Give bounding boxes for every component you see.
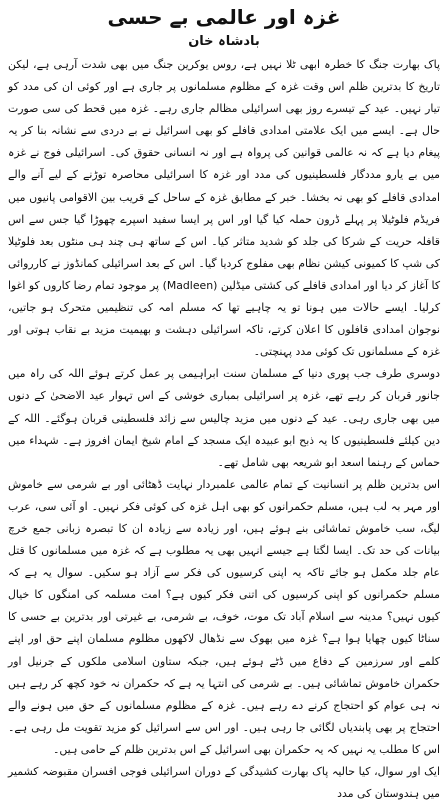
paragraph-4: ایک اور سوال، کیا حالیہ پاک بھارت کشیدگی کے دوران اسرائیلی فوجی افسران مقبوضہ کشمیر میں ہندوستان کی مدد: [8, 765, 440, 801]
article-body: [8, 54, 440, 805]
paragraph-1: پاک بھارت جنگ کا خطرہ ابھی ٹلا نہیں ہے، روس یوکرین جنگ میں بھی شدت آرہی ہے، لیکن تاریخ کا بدترین ظلم اس وقت غزہ کے مظلوم مسلمانوں پر جاری ہے اور کوئی ان کی مدد کو تیار نہیں۔ عید کے تیسرے روز بھی اسرائیلی مظالم جاری رہے۔ غزہ میں قحط کی سی صورت حال ہے۔ ایسے میں ایک علامتی امدادی قافلے کو بھی اسرائیل نے بے دردی سے نشانہ بنا کر یہ پیغام دیا ہے کہ نہ عالمی قوانین کی پرواہ ہے اور نہ انسانی حقوق کی۔ اسرائیلی فوج نے غزہ میں بے یارو مددگار فلسطینیوں کی مدد اور غزہ کا اسرائیلی محاصرہ توڑنے کے لیے آنے والے امدادی قافلے کو بھی نہ بخشا۔ خبر کے مطابق غزہ کے ساحل کے قریب بین الاقوامی پانیوں میں فریڈم فلوٹیلا پر پہلے ڈرون حملہ کیا گیا اور اس پر ایسا سفید اسپرے چھوڑا گیا جس سے اس قافلہ حریت کے شرکا کی جلد کو شدید متاثر کیا۔ اس کے ساتھ ہی چند ہی منٹوں بعد فلوٹیلا کی شپ کا کمیونی کیشن نظام بھی مفلوج کردیا گیا۔ اس کے بعد اسرائیلی کمانڈوز نے کارروائی کا آغاز کر دیا اور امدادی قافلے کی کشتی میڈلین (Madleen) پر موجود تمام رضا کاروں کو اغوا کرلیا۔ ایسے حالات میں ہونا تو یہ چاہیے تھا کہ مسلم امہ کی تنظیمیں متحرک ہو جاتیں، نوجوان امدادی قافلوں کا اعلان کرتے، تاکہ اسرائیلی دہشت و بھیمیت مزید بے نقاب ہوتی اور غزہ کے مسلمانوں تک کوئی مدد پہنچتی۔: [8, 58, 440, 359]
article-title: غزہ اور عالمی بے حسی: [107, 5, 341, 29]
paragraph-3: اس بدترین ظلم پر انسانیت کے تمام عالمی علمبردار نہایت ڈھٹائی اور بے شرمی سے خاموش اور مہر بہ لب ہیں، مسلم حکمرانوں کو بھی اہل غزہ کی کوئی فکر نہیں۔ او آئی سی، عرب لیگ، سب خاموش تماشائی بنے ہوئے ہیں، اور زیادہ سے زیادہ ان کا تبصرہ زبانی جمع خرچ بیانات کی حد تک۔ ایسا لگتا ہے جیسے انہیں بھی یہ مطلوب ہے کہ غزہ میں مسلمانوں کا قتل عام جلد مکمل ہو جائے تاکہ یہ اپنی کرسیوں کی فکر سے آزاد ہو سکیں۔ سوال یہ ہے کہ مسلم حکمرانوں کو اپنی کرسیوں کی اتنی فکر کیوں ہے؟ امت مسلمہ کی امنگوں کا خیال کیوں نہیں؟ مدینہ سے اسلام آباد تک موت، خوف، بے شرمی، بے غیرتی اور بدترین بے حسی کا سناٹا کیوں چھایا ہوا ہے؟ غزہ میں بھوک سے نڈھال لاکھوں مظلوم مسلمان اپنے حق اور اپنے کلمے اور سرزمین کے دفاع میں ڈٹے ہوئے ہیں، جبکہ ستاون اسلامی ملکوں کے جرنیل اور حکمران خاموش تماشائی ہیں۔ بے شرمی کی انتہا یہ ہے کہ حکمران نہ خود کچھ کر رہے ہیں نہ ہی عوام کو احتجاج کرنے دے رہے ہیں۔ غزہ کے مظلوم مسلمانوں کے حق میں ہونے والے احتجاج پر بھی پابندیاں لگائی جا رہی ہیں۔ اور اس سے اسرائیل کو مزید تقویت مل رہی ہے۔ اس کا مطلب یہ نہیں کہ یہ حکمران بھی اسرائیل کے اس بدترین ظلم کے حامی ہیں۔: [8, 477, 440, 756]
paragraph-2: دوسری طرف جب پوری دنیا کے مسلمان سنت ابراہیمی پر عمل کرتے ہوئے اللہ کی راہ میں جانور قربان کر رہے تھے، غزہ پر اسرائیلی بمباری خوشی کے اس تہوار عید الاضحیٰ کے دنوں میں بھی جاری رہی۔ عید کے دنوں میں مزید چالیس سے زائد فلسطینی قربان ہوگئے۔ اللہ کے دین کیلئے فلسطینیوں کا یہ ذبح ابو عبیدہ ایک مسجد کے امام شیخ ایمان افروز ہے۔ شہداء میں حماس کے رہنما اسعد ابو شریعہ بھی شامل تھے۔: [8, 367, 440, 469]
author-byline: بادشاہ خان: [188, 34, 260, 49]
